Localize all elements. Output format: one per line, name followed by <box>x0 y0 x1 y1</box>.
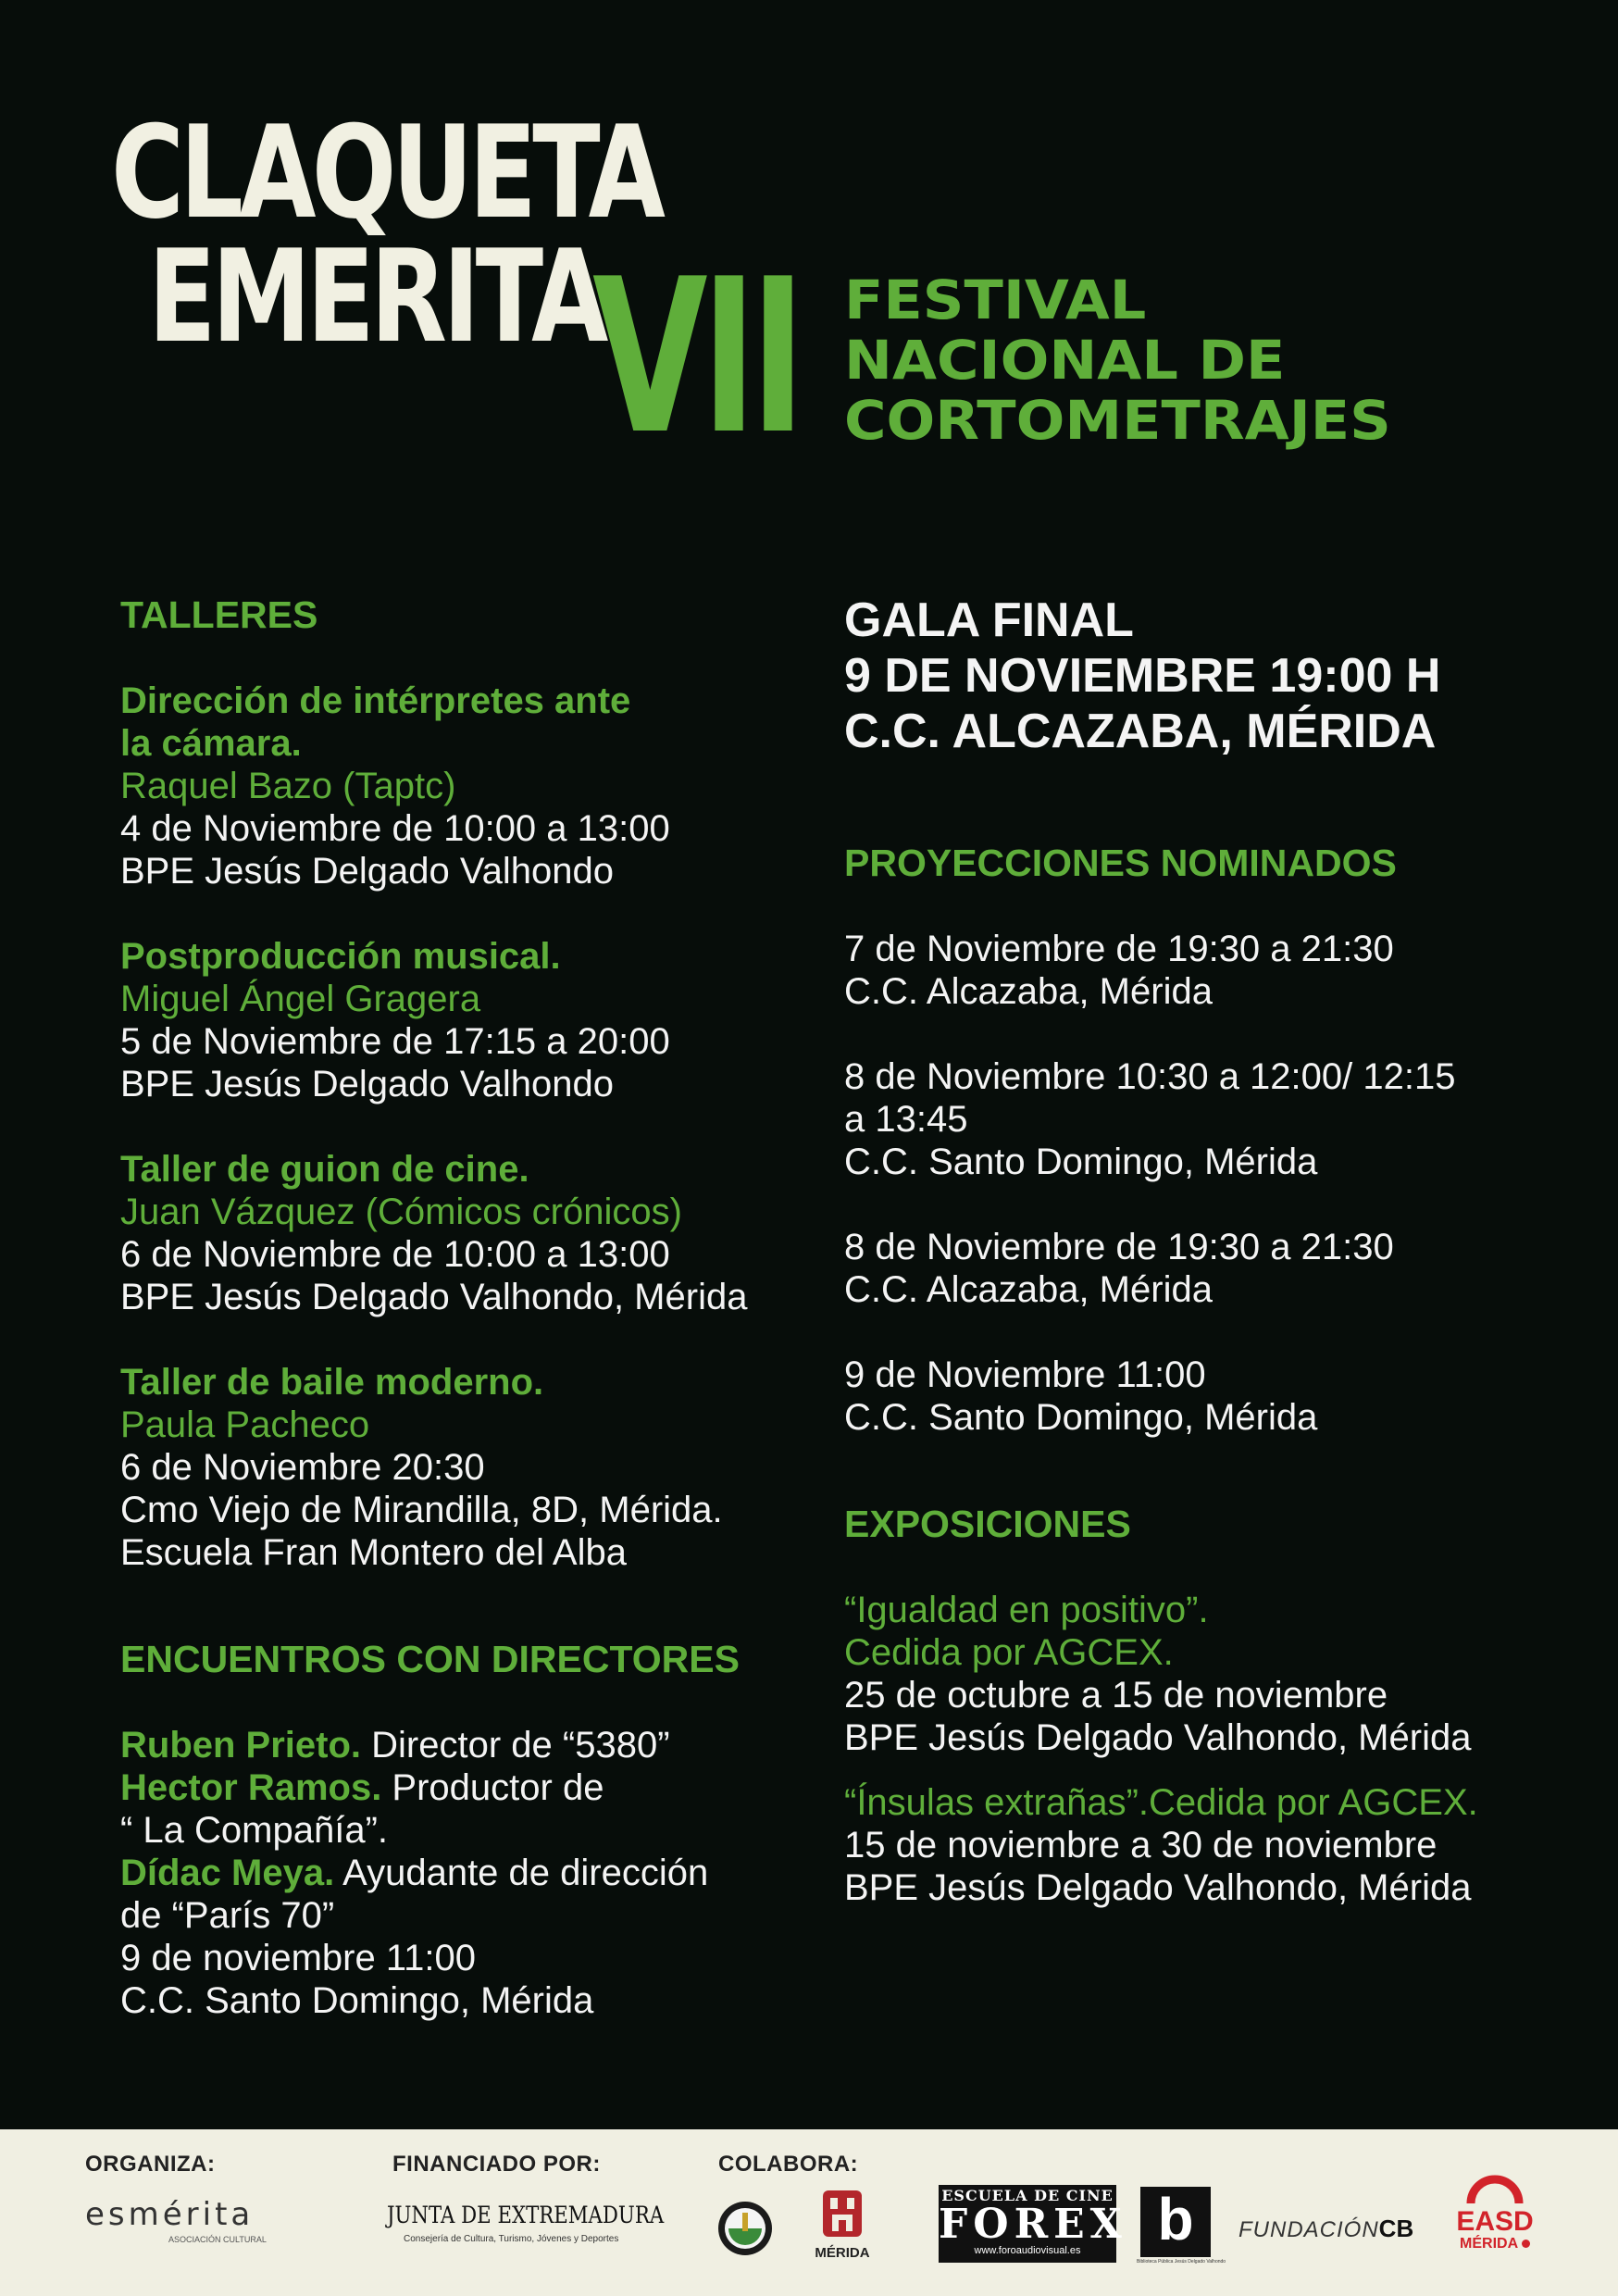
exposicion-title: Cedida por AGCEX. <box>844 1632 1174 1673</box>
easd-city: MÉRIDA <box>1444 2236 1546 2252</box>
encuentro-place: C.C. Santo Domingo, Mérida <box>120 1980 594 2021</box>
gala-date: 9 DE NOVIEMBRE 19:00 H <box>844 649 1441 703</box>
taller-item <box>120 680 824 892</box>
taller-title: Dirección de intérpretes ante <box>120 680 631 721</box>
exposicion-item <box>844 1589 1529 1759</box>
director-line <box>120 1766 824 1809</box>
taller-date: 6 de Noviembre de 10:00 a 13:00 <box>120 1234 670 1275</box>
encuentro-date: 9 de noviembre 11:00 <box>120 1938 476 1978</box>
forex-text: FOREX <box>939 2201 1127 2248</box>
junta-logo <box>387 2202 665 2244</box>
director-role: Director de “5380” <box>361 1725 670 1766</box>
taller-date: 5 de Noviembre de 17:15 a 20:00 <box>120 1021 670 1062</box>
proyeccion-place: C.C. Alcazaba, Mérida <box>844 971 1213 1012</box>
taller-place: Cmo Viejo de Mirandilla, 8D, Mérida. <box>120 1490 723 1530</box>
proyeccion-item <box>844 1055 1529 1183</box>
director-role: Productor de <box>381 1767 604 1808</box>
director-role-cont: de “París 70” <box>120 1895 335 1936</box>
proyeccion-item <box>844 1354 1529 1439</box>
taller-title: Taller de guion de cine. <box>120 1149 529 1190</box>
exposicion-place: BPE Jesús Delgado Valhondo, Mérida <box>844 1867 1472 1908</box>
edition-numeral: VII <box>592 234 800 481</box>
subtitle-line: FESTIVAL <box>844 268 1147 331</box>
taller-date: 6 de Noviembre 20:30 <box>120 1447 485 1488</box>
director-name: Hector Ramos. <box>120 1767 382 1808</box>
exposicion-item <box>844 1781 1529 1909</box>
taller-item <box>120 935 824 1105</box>
esmerita-text: esmérita <box>85 2196 255 2233</box>
taller-person: Miguel Ángel Gragera <box>120 979 481 1019</box>
easd-logo <box>1444 2170 1546 2252</box>
festival-subtitle <box>844 270 1597 451</box>
section-heading-proyecciones: PROYECCIONES NOMINADOS <box>844 842 1397 884</box>
proyeccion-item <box>844 1226 1529 1311</box>
proyeccion-place: C.C. Santo Domingo, Mérida <box>844 1397 1318 1438</box>
taller-title: la cámara. <box>120 723 302 764</box>
proyeccion-date: a 13:45 <box>844 1099 968 1140</box>
forex-url: www.foroaudiovisual.es <box>974 2245 1081 2256</box>
taller-place: BPE Jesús Delgado Valhondo <box>120 851 614 892</box>
subtitle-line: NACIONAL DE <box>844 328 1286 392</box>
title-line-2: EMERITA <box>148 222 604 371</box>
merida-crest-icon <box>815 2187 869 2240</box>
fundacion-text: FUNDACIÓN <box>1238 2217 1379 2242</box>
sponsor-footer <box>0 2129 1618 2296</box>
fundacion-cb: CB <box>1378 2215 1414 2242</box>
director-name: Dídac Meya. <box>120 1853 335 1893</box>
taller-item <box>120 1148 824 1318</box>
subtitle-line: CORTOMETRAJES <box>844 388 1391 452</box>
proyeccion-place: C.C. Santo Domingo, Mérida <box>844 1142 1318 1182</box>
director-line <box>120 1724 824 1766</box>
taller-item <box>120 1361 824 1574</box>
director-line <box>120 1852 824 1894</box>
easd-arch-icon <box>1465 2170 1525 2203</box>
director-role: Ayudante de dirección <box>334 1853 709 1893</box>
forex-escuela: ESCUELA DE CINE <box>941 2187 1114 2204</box>
section-heading-exposiciones: EXPOSICIONES <box>844 1503 1131 1545</box>
taller-title: Postproducción musical. <box>120 936 561 977</box>
director-role-cont: “ La Compañía”. <box>120 1810 389 1851</box>
taller-place: BPE Jesús Delgado Valhondo, Mérida <box>120 1277 748 1317</box>
shield-icon <box>716 2200 774 2257</box>
proyeccion-date: 8 de Noviembre 10:30 a 12:00/ 12:15 <box>844 1056 1456 1097</box>
taller-person: Raquel Bazo (Taptc) <box>120 766 456 806</box>
exposicion-title: “Igualdad en positivo”. <box>844 1590 1209 1630</box>
taller-date: 4 de Noviembre de 10:00 a 13:00 <box>120 808 670 849</box>
taller-place: BPE Jesús Delgado Valhondo <box>120 1064 614 1104</box>
gala-title: GALA FINAL <box>844 593 1134 647</box>
right-column <box>844 593 1529 1909</box>
proyeccion-item <box>844 928 1529 1013</box>
taller-person: Juan Vázquez (Cómicos crónicos) <box>120 1192 682 1232</box>
proyeccion-date: 8 de Noviembre de 19:30 a 21:30 <box>844 1227 1394 1267</box>
fundacion-logo <box>1238 2215 1413 2243</box>
easd-dot-icon <box>1522 2240 1530 2248</box>
taller-place: Escuela Fran Montero del Alba <box>120 1532 627 1573</box>
esmerita-sub: ASOCIACIÓN CULTURAL <box>168 2235 267 2244</box>
proyeccion-date: 7 de Noviembre de 19:30 a 21:30 <box>844 929 1394 969</box>
exposicion-date: 15 de noviembre a 30 de noviembre <box>844 1825 1438 1866</box>
bpe-logo <box>1137 2186 1226 2265</box>
proyeccion-place: C.C. Alcazaba, Mérida <box>844 1269 1213 1310</box>
junta-sub: Consejería de Cultura, Turismo, Jóvenes y Deportes <box>404 2234 619 2244</box>
organiza-label: ORGANIZA: <box>85 2152 216 2177</box>
merida-logo <box>805 2187 879 2261</box>
junta-text: JUNTA DE EXTREMADURA <box>387 2202 665 2228</box>
easd-text: EASD <box>1456 2206 1534 2237</box>
gala-place: C.C. ALCAZABA, MÉRIDA <box>844 705 1437 758</box>
exposicion-title: “Ínsulas extrañas”.Cedida por AGCEX. <box>844 1782 1478 1823</box>
left-column <box>120 593 824 2022</box>
shield-logo <box>716 2200 774 2262</box>
esmerita-logo <box>85 2196 298 2244</box>
exposicion-date: 25 de octubre a 15 de noviembre <box>844 1675 1388 1716</box>
forex-logo <box>939 2185 1127 2263</box>
title-line-1: CLAQUETA <box>111 98 662 247</box>
bpe-sub: Biblioteca Pública Jesús Delgado Valhondo <box>1137 2259 1226 2265</box>
section-heading-talleres: TALLERES <box>120 593 318 636</box>
taller-title: Taller de baile moderno. <box>120 1362 544 1403</box>
section-heading-encuentros: ENCUENTROS CON DIRECTORES <box>120 1638 740 1680</box>
bpe-mark: b <box>1140 2187 1211 2257</box>
merida-text: MÉRIDA <box>815 2245 870 2261</box>
director-name: Ruben Prieto. <box>120 1725 362 1766</box>
financiado-label: FINANCIADO POR: <box>392 2152 601 2177</box>
proyeccion-date: 9 de Noviembre 11:00 <box>844 1354 1206 1395</box>
colabora-label: COLABORA: <box>718 2152 859 2177</box>
taller-person: Paula Pacheco <box>120 1404 370 1445</box>
exposicion-place: BPE Jesús Delgado Valhondo, Mérida <box>844 1717 1472 1758</box>
